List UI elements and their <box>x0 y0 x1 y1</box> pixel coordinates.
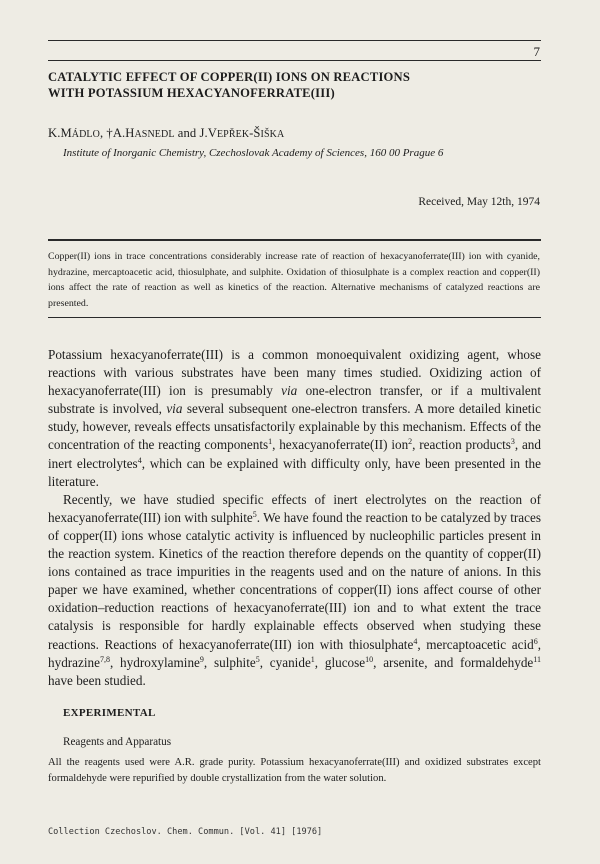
title-line-1: CATALYTIC EFFECT OF COPPER(II) IONS ON REACTIONS <box>48 70 411 84</box>
citation-ref: 5 <box>252 509 257 519</box>
intro-paragraph-1: Potassium hexacyanoferrate(III) is a common monoequivalent oxidizing agent, whose reactions with various substrates have been many times studied. Oxidizing action of hexacyanoferrate(III) ion is presumably via one-electron transfer, or if a multivalent substrate is involved, via several subsequent one-electron transfers. A more detailed kinetic study, however, reveals effects unsatisfactorily explainable by this mechanism. Effects of the concentration of the reacting components$^1$, hexacyanoferrate(II) ion$^2$, reaction products$^3$, and inert electrolytes$^4$, which can be explained with difficulty only, have been presented in the literature. <box>48 347 542 489</box>
author-3-initial: J.V <box>199 126 217 140</box>
received-date: Received, May 12th, 1974 <box>418 196 540 208</box>
author-separator: , † <box>99 126 113 140</box>
page-number: 7 <box>533 44 540 59</box>
header-rule <box>48 60 541 61</box>
author-3-hyphen: -Š <box>249 126 261 140</box>
author-1-name: ÁDLO <box>71 129 100 140</box>
affiliation: Institute of Inorganic Chemistry, Czechoslovak Academy of Sciences, 160 00 Prague 6 <box>63 147 444 159</box>
citation-ref: 7,8 <box>100 654 110 664</box>
introduction <box>48 346 541 690</box>
author-1-initial: K.M <box>48 126 72 140</box>
subsection-heading: Reagents and Apparatus <box>63 736 172 748</box>
citation-ref: 3 <box>510 437 515 447</box>
article-title <box>48 70 508 101</box>
author-2-initial: A.H <box>112 126 135 140</box>
author-list <box>48 126 284 141</box>
citation-ref: 10 <box>365 654 374 664</box>
title-line-2: WITH POTASSIUM HEXACYANOFERRATE(III) <box>48 85 335 100</box>
author-separator: and <box>174 126 200 140</box>
abstract: Copper(II) ions in trace concentrations considerably increase rate of reaction of hexacyanoferrate(III) ion with cyanide, hydrazine, mercaptoacetic acid, thiosulphate, and sulphite. Oxidation of thiosulphate is a complex reaction and copper(II) ions affect the rate of reaction as well as kinetics of the reaction. Alternative mechanisms of catalyzed reactions are presented. <box>48 251 540 309</box>
experimental-text: All the reagents used were A.R. grade purity. Potassium hexacyanoferrate(III) and oxidized substrates except formaldehyde were repurified by double crystallization from the water solution. <box>48 757 541 784</box>
author-2-name: ASNEDL <box>134 129 175 140</box>
abstract-top-rule <box>48 239 541 241</box>
author-3-name: EPŘEK <box>216 129 250 140</box>
author-3-surname: IŠKA <box>260 129 285 140</box>
citation-ref: 2 <box>408 437 413 447</box>
intro-paragraph-2: Recently, we have studied specific effects of inert electrolytes on the reaction of hexacyanoferrate(III) ion with sulphite$^5$. We have found the reaction to be catalyzed by traces of copper(II) ions whose catalytic activity is influenced by nucleophilic particles present in the reaction system. Kinetics of the reaction therefore depends on the quantity of copper(II) ions contained as trace impurities in the reagents used and on the nature of anions. In this paper we have examined, whether concentrations of copper(II) ions affect course of other oxidation–reduction reactions of hexacyanoferrate(III) ion and to what extent the trace catalysis is responsible for hardly explainable effects observed when studying these reactions. Reactions of hexacyanoferrate(III) ion with thiosulphate$^4$, mercaptoacetic acid$^6$, hydrazine$^{7,8}$, hydroxylamine$^9$, sulphite$^5$, cyanide$^1$, glucose$^{10}$, arsenite, and formaldehyde$^{11}$ have been studied. <box>48 491 541 688</box>
citation-ref: 4 <box>137 455 142 465</box>
section-heading-experimental: EXPERIMENTAL <box>63 707 156 719</box>
citation-ref: 1 <box>268 437 273 447</box>
citation-ref: 4 <box>413 636 418 646</box>
citation-ref: 5 <box>255 654 260 664</box>
citation-ref: 1 <box>310 654 315 664</box>
top-rule <box>48 40 541 41</box>
citation-ref: 9 <box>199 654 204 664</box>
citation-ref: 6 <box>533 636 538 646</box>
citation-ref: 11 <box>533 654 541 664</box>
journal-footer: Collection Czechoslov. Chem. Commun. [Vol. 41] [1976] <box>48 827 323 837</box>
abstract-bottom-rule <box>48 317 541 318</box>
